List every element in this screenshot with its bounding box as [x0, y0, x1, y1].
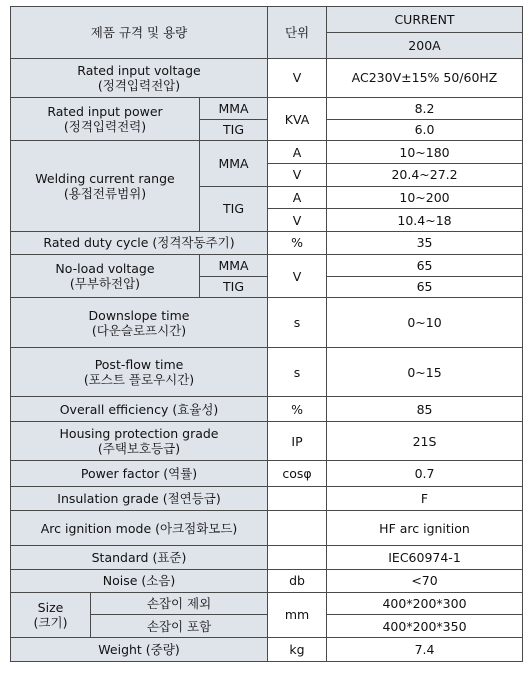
power-factor-label: Power factor (역률): [11, 461, 268, 487]
size-incl-value: 400*200*350: [327, 615, 523, 638]
no-load-label: [11, 254, 200, 297]
row-input-voltage: [11, 58, 523, 97]
current-mma-v-unit: V: [268, 163, 327, 186]
input-voltage-unit: V: [268, 58, 327, 97]
current-range-label-en: Welding current range: [35, 171, 175, 187]
size-excl-value: 400*200*300: [327, 592, 523, 615]
downslope-label-en: Downslope time: [88, 307, 190, 323]
row-protection: [11, 422, 523, 461]
noise-value: <70: [327, 569, 523, 592]
input-power-unit: KVA: [268, 97, 327, 140]
model-name: CURRENT: [327, 7, 523, 33]
power-factor-value: 0.7: [327, 461, 523, 487]
size-label-en: Size: [37, 599, 64, 615]
postflow-label: [11, 347, 268, 397]
input-power-label: [11, 97, 200, 140]
size-unit: mm: [268, 592, 327, 637]
postflow-value: 0~15: [327, 347, 523, 397]
input-power-mma-label: MMA: [200, 97, 268, 119]
spec-table: [10, 6, 523, 662]
protection-label-en: Housing protection grade: [59, 426, 219, 442]
current-tig-a-unit: A: [268, 186, 327, 209]
standard-value: IEC60974-1: [327, 546, 523, 570]
downslope-unit: s: [268, 298, 327, 348]
input-power-tig-value: 6.0: [327, 119, 523, 141]
row-duty-cycle: [11, 232, 523, 255]
current-tig-v-unit: V: [268, 209, 327, 232]
size-label: [11, 592, 91, 637]
row-standard: [11, 546, 523, 570]
current-tig-a-value: 10~200: [327, 186, 523, 209]
row-current-mma-a: [11, 141, 523, 164]
current-tig-v-value: 10.4~18: [327, 209, 523, 232]
current-range-label: [11, 141, 200, 232]
duty-cycle-value: 35: [327, 232, 523, 255]
model-value: 200A: [327, 32, 523, 58]
weight-unit: kg: [268, 638, 327, 662]
row-size-excl: [11, 592, 523, 615]
size-incl-label: 손잡이 포함: [91, 615, 268, 638]
current-tig-label: TIG: [200, 186, 268, 231]
spec-title: 제품 규격 및 용량: [11, 7, 268, 59]
current-mma-a-unit: A: [268, 141, 327, 164]
current-mma-v-value: 20.4~27.2: [327, 163, 523, 186]
protection-label: [11, 422, 268, 461]
efficiency-label: Overall efficiency (효율성): [11, 397, 268, 422]
row-no-load-mma: [11, 254, 523, 276]
standard-unit: [268, 546, 327, 570]
input-voltage-label-ko: (정격입력전압): [97, 77, 181, 93]
row-noise: [11, 569, 523, 592]
row-power-factor: [11, 461, 523, 487]
arc-ignition-label: Arc ignition mode (아크점화모드): [11, 510, 268, 545]
row-postflow: [11, 347, 523, 397]
weight-value: 7.4: [327, 638, 523, 662]
size-excl-label: 손잡이 제외: [91, 592, 268, 615]
no-load-mma-label: MMA: [200, 254, 268, 276]
postflow-unit: s: [268, 347, 327, 397]
downslope-label-ko: (다운슬로프시간): [91, 322, 187, 338]
row-arc-ignition: [11, 510, 523, 545]
duty-cycle-unit: %: [268, 232, 327, 255]
current-range-label-ko: (용접전류범위): [63, 186, 147, 202]
row-insulation: [11, 487, 523, 511]
postflow-label-en: Post-flow time: [94, 357, 184, 373]
insulation-label: Insulation grade (절연등급): [11, 487, 268, 511]
no-load-label-en: No-load voltage: [55, 261, 155, 277]
no-load-mma-value: 65: [327, 254, 523, 276]
input-voltage-label: [11, 58, 268, 97]
no-load-tig-label: TIG: [200, 276, 268, 298]
row-input-power-mma: [11, 97, 523, 119]
no-load-tig-value: 65: [327, 276, 523, 298]
protection-value: 21S: [327, 422, 523, 461]
row-efficiency: [11, 397, 523, 422]
no-load-unit: V: [268, 254, 327, 297]
input-power-label-ko: (정격입력전력): [63, 119, 147, 135]
protection-unit: IP: [268, 422, 327, 461]
insulation-value: F: [327, 487, 523, 511]
arc-ignition-value: HF arc ignition: [327, 510, 523, 545]
postflow-label-ko: (포스트 플로우시간): [83, 372, 195, 388]
insulation-unit: [268, 487, 327, 511]
input-power-mma-value: 8.2: [327, 97, 523, 119]
noise-label: Noise (소음): [11, 569, 268, 592]
unit-title: 단위: [268, 7, 327, 59]
downslope-label: [11, 298, 268, 348]
size-label-ko: (크기): [33, 614, 68, 630]
duty-cycle-label: Rated duty cycle (정격작동주기): [11, 232, 268, 255]
efficiency-unit: %: [268, 397, 327, 422]
downslope-value: 0~10: [327, 298, 523, 348]
current-mma-a-value: 10~180: [327, 141, 523, 164]
arc-ignition-unit: [268, 510, 327, 545]
weight-label: Weight (중량): [11, 638, 268, 662]
no-load-label-ko: (무부하전압): [69, 276, 141, 292]
standard-label: Standard (표준): [11, 546, 268, 570]
power-factor-unit: cosφ: [268, 461, 327, 487]
protection-label-ko: (주택보호등급): [97, 441, 181, 457]
row-downslope: [11, 298, 523, 348]
header-row: [11, 7, 523, 33]
input-power-tig-label: TIG: [200, 119, 268, 141]
input-voltage-label-en: Rated input voltage: [77, 62, 201, 78]
input-power-label-en: Rated input power: [47, 104, 163, 120]
noise-unit: db: [268, 569, 327, 592]
row-weight: [11, 638, 523, 662]
current-mma-label: MMA: [200, 141, 268, 186]
input-voltage-value: AC230V±15% 50/60HZ: [327, 58, 523, 97]
efficiency-value: 85: [327, 397, 523, 422]
